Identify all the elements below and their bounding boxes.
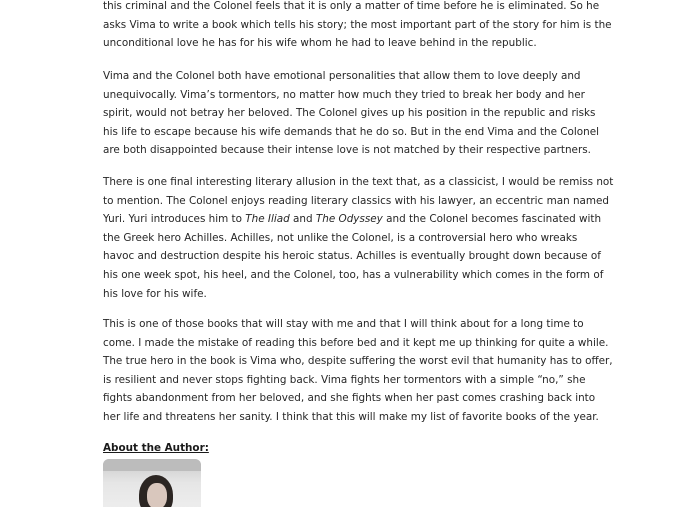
text-line: The true hero in the book is Vima who, despite suffering the worst evil that humanity has to offer, <box>103 355 613 368</box>
text-line: unequivocally. Vima’s tormentors, no matter how much they tried to break her body and her <box>103 88 585 101</box>
text-line: asks Vima to write a book which tells his story; the most important part of the story for him is the <box>103 18 612 31</box>
text-line: There is one final interesting literary allusion in the text that, as a classicist, I would be remiss not <box>103 176 614 188</box>
author-photo <box>103 459 201 507</box>
text-segment: and the Colonel becomes fascinated with <box>382 213 602 226</box>
text-line: to mention. The Colonel enjoys reading literary classics with his lawyer, an eccentric man named <box>103 194 610 207</box>
book-title-odyssey: The Odyssey <box>315 213 383 226</box>
text-line: This is one of those books that will stay with me and that I will think about for a long time to <box>103 318 584 330</box>
text-line: unconditional love he has for his wife whom he had to leave behind in the republic. <box>103 37 537 50</box>
text-line: spirit, would not betray her beloved. The Colonel gives up his position in the republic and risks <box>103 107 596 120</box>
text-line-with-titles <box>103 210 603 229</box>
book-title-iliad: The Iliad <box>245 213 290 226</box>
text-line: is resilient and never stops fighting back. Vima fights her tormentors with a simple “no,” she <box>103 373 586 386</box>
about-author-heading: About the Author: <box>103 442 209 454</box>
text-line: come. I made the mistake of reading this before bed and it kept me up thinking for quite a while. <box>103 336 609 349</box>
text-line: his love for his wife. <box>103 287 207 300</box>
text-line: fights abandonment from her beloved, and she fights when her past comes crashing back into <box>103 392 596 405</box>
text-segment: Yuri. Yuri introduces him to <box>103 213 246 226</box>
text-line: her life and threatens her sanity. I think that this will make my list of favorite books of the year. <box>103 410 599 423</box>
text-line: havoc and destruction despite his heroic status. Achilles is eventually brought down because of <box>103 250 601 263</box>
paragraph-emotional-personalities <box>103 67 603 160</box>
paragraph-colonel-story <box>103 0 612 53</box>
photo-background <box>103 459 201 471</box>
text-line: Vima and the Colonel both have emotional personalities that allow them to love deeply and <box>103 70 581 82</box>
text-line: are both disappointed because their intense love is not matched by their respective partners. <box>103 144 591 157</box>
author-face <box>147 483 167 507</box>
paragraph-literary-allusion <box>103 173 614 303</box>
text-line: this criminal and the Colonel feels that it is only a matter of time before he is eliminated. So he <box>103 0 600 12</box>
text-line: the Greek hero Achilles. Achilles, not unlike the Colonel, is a controversial hero who wreaks <box>103 231 578 244</box>
paragraph-conclusion <box>103 315 613 427</box>
text-segment: and <box>289 213 316 226</box>
text-line: his one week spot, his heel, and the Colonel, too, has a vulnerability which comes in the form of <box>103 268 604 281</box>
text-line: his life to escape because his wife demands that he do so. But in the end Vima and the Colonel <box>103 125 600 138</box>
